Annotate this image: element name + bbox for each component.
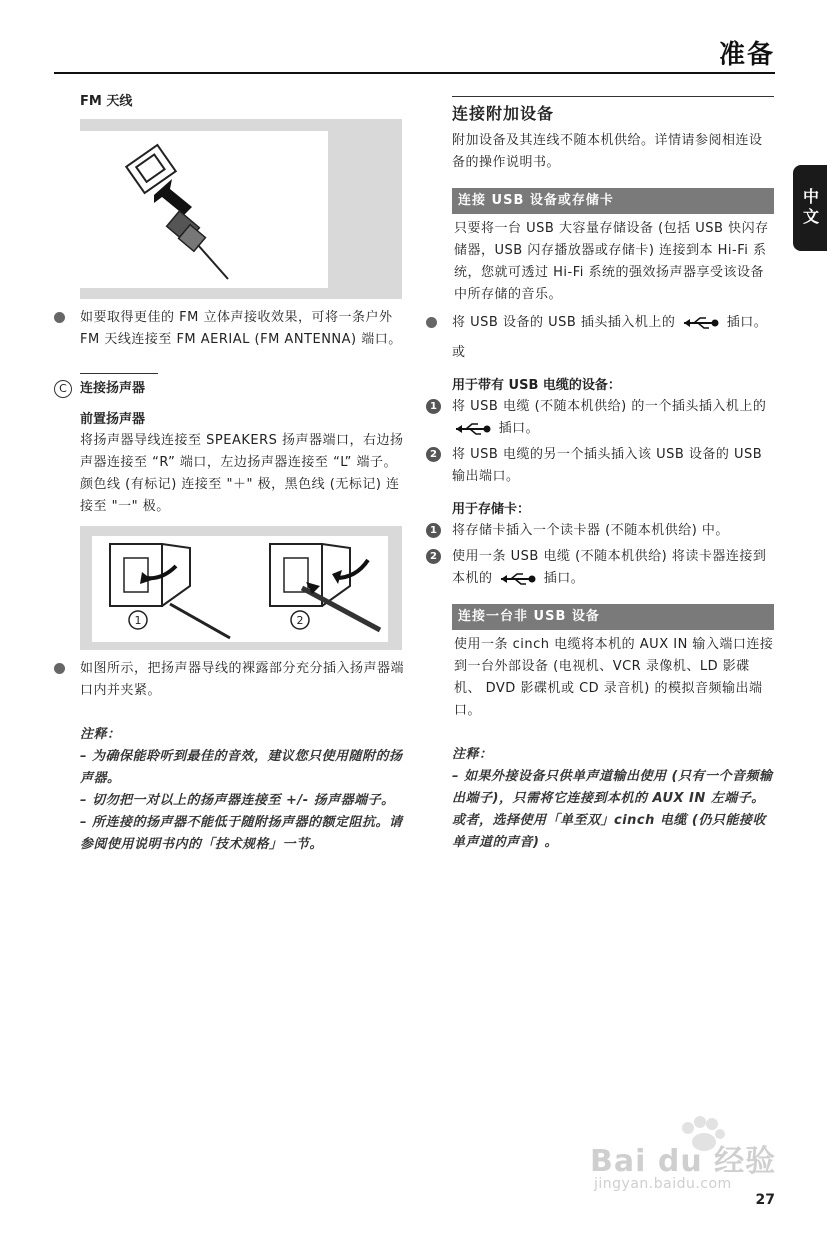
left-note-2: – 切勿把一对以上的扬声器连接至 +/- 扬声器端子。 <box>80 793 395 808</box>
side-tab-label: 中文 <box>800 188 820 228</box>
right-note-heading: 注释： <box>452 747 493 762</box>
or-text: 或 <box>452 345 466 360</box>
front-speakers-text: 将扬声器导线连接至 SPEAKERS 扬声器端口，右边扬声器连接至 “R” 端口，左边扬声器连接至 “L” 端子。颜色线 (有标记) 连接至 "＋" 极，黑色线 (无标记) 连接至 "一" 极。 <box>80 433 404 514</box>
fm-bullet <box>54 307 404 351</box>
cable-step-2 <box>426 444 774 488</box>
step-2-icon: 2 <box>426 447 441 462</box>
baidu-watermark <box>590 1118 780 1198</box>
fig-label-1: 1 <box>134 614 142 627</box>
intro-text: 附加设备及其连线不随本机供给。详情请参阅相连设备的操作说明书。 <box>452 133 763 170</box>
left-note-3: – 所连接的扬声器不能低于随附扬声器的额定阻抗。请参阅使用说明书内的「技术规格」一节。 <box>80 815 403 852</box>
insert-bullet <box>54 658 404 702</box>
usb-section-banner: 连接 USB 设备或存储卡 <box>452 188 774 214</box>
front-speakers-block <box>54 410 404 518</box>
antenna-connector-illustration <box>80 119 402 299</box>
non-usb-section-banner: 连接一台非 USB 设备 <box>452 604 774 630</box>
usb-cable-heading: 用于带有 USB 电缆的设备： <box>452 378 621 393</box>
speaker-terminal-illustration <box>80 526 402 650</box>
fig-label-2: 2 <box>296 614 304 627</box>
fm-antenna-figure <box>80 119 402 299</box>
step-2-icon: 2 <box>426 549 441 564</box>
section-rule <box>80 373 158 374</box>
card-step-1-text: 将存储卡插入一个读卡器 (不随本机供给) 中。 <box>452 523 729 538</box>
page-number: 27 <box>755 1192 775 1208</box>
section-c-title: 连接扬声器 <box>80 381 146 396</box>
right-top-rule <box>452 96 774 97</box>
cable-step-1 <box>426 396 774 440</box>
card-step-2-text-a: 使用一条 USB 电缆 (不随本机供给) 将读卡器连接到本机的 <box>452 549 767 586</box>
speaker-terminal-figure <box>80 526 402 650</box>
card-heading: 用于存储卡： <box>452 502 531 517</box>
watermark-url: jingyan.baidu.com <box>594 1176 732 1192</box>
left-notes <box>54 724 404 856</box>
section-c <box>54 380 404 398</box>
connect-extra-devices-title: 连接附加设备 <box>452 104 555 123</box>
right-note-1: – 如果外接设备只供单声道输出使用 (只有一个音频输出端子)，只需将它连接到本机的 AUX IN 左端子。或者，选择使用「单至双」cinch 电缆 (仍只能接收单声道的声音) 。 <box>452 769 773 850</box>
left-column <box>54 90 404 856</box>
card-step-1 <box>426 520 774 542</box>
usb-bullet-text-a: 将 USB 设备的 USB 插头插入机上的 <box>452 315 676 330</box>
usb-text: 只要将一台 USB 大容量存储设备 (包括 USB 快闪存储器，USB 闪存播放器或存储卡) 连接到本 Hi-Fi 系统，您就可透过 Hi-Fi 系统的强效扬声器享受该设备中所存储的音乐。 <box>454 221 769 302</box>
bullet-icon <box>54 663 65 674</box>
watermark-text: Bai du 经验 <box>590 1144 777 1179</box>
bullet-icon <box>54 312 65 323</box>
insert-bullet-text: 如图所示，把扬声器导线的裸露部分充分插入扬声器端口内并夹紧。 <box>80 661 405 698</box>
bullet-icon <box>426 317 437 328</box>
language-side-tab <box>793 165 827 251</box>
card-step-2-text-b: 插口。 <box>543 571 585 586</box>
left-note-1: – 为确保能聆听到最佳的音效，建议您只使用随附的扬声器。 <box>80 749 403 786</box>
aux-text: 使用一条 cinch 电缆将本机的 AUX IN 输入端口连接到一台外部设备 (电视机、VCR 录像机、LD 影碟机、 DVD 影碟机或 CD 录音机) 的模拟音频输出端口。 <box>454 637 774 718</box>
page-title: 准备 <box>718 40 775 70</box>
usb-bullet-text-b: 插口。 <box>726 315 768 330</box>
step-1-icon: 1 <box>426 399 441 414</box>
right-notes <box>452 744 774 854</box>
step-1-icon: 1 <box>426 523 441 538</box>
section-c-marker-icon: C <box>54 380 72 398</box>
card-step-2 <box>426 546 774 590</box>
front-speakers-heading: 前置扬声器 <box>80 412 146 427</box>
fm-bullet-text: 如要取得更佳的 FM 立体声接收效果，可将一条户外 FM 天线连接至 FM AERIAL (FM ANTENNA) 端口。 <box>80 310 402 347</box>
usb-icon <box>682 316 720 330</box>
right-column <box>430 96 774 854</box>
cable-step-1-text-b: 插口。 <box>498 421 540 436</box>
fm-heading: FM 天线 <box>80 94 133 109</box>
usb-bullet <box>426 312 774 334</box>
usb-icon <box>454 422 492 436</box>
usb-icon <box>499 572 537 586</box>
header-rule <box>54 72 775 74</box>
left-note-heading: 注释： <box>80 727 121 742</box>
cable-step-1-text-a: 将 USB 电缆 (不随本机供给) 的一个插头插入机上的 <box>452 399 767 414</box>
cable-step-2-text: 将 USB 电缆的另一个插头插入该 USB 设备的 USB 输出端口。 <box>452 447 763 484</box>
